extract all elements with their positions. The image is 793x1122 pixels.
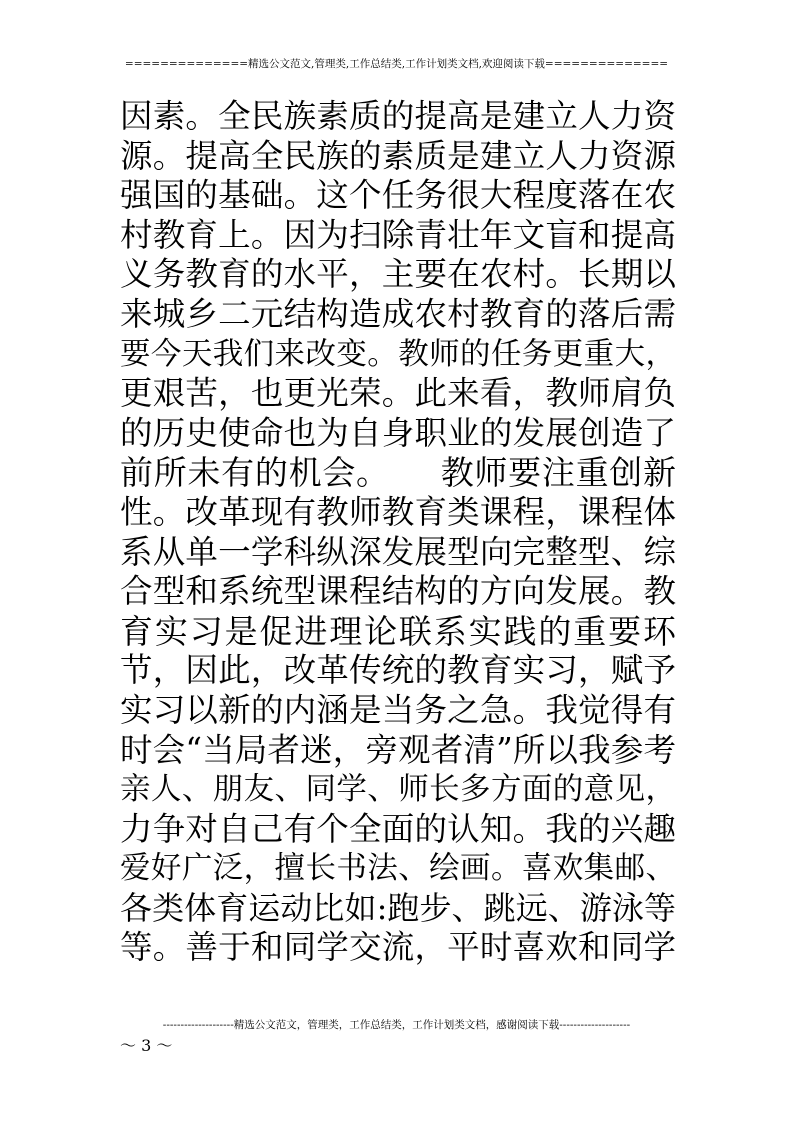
text-line: 源。提高全民族的素质是建立人力资源 xyxy=(120,136,676,175)
document-body xyxy=(120,97,676,968)
text-line: 等。善于和同学交流，平时喜欢和同学 xyxy=(120,928,676,967)
text-line: 实习以新的内涵是当务之急。我觉得有 xyxy=(120,690,676,729)
text-line: 育实习是促进理论联系实践的重要环 xyxy=(120,611,676,651)
page-footer: --------------------精选公文范文，管理类，工作总结类，工作计划类文档，感谢阅读下载-------------------- xyxy=(162,1019,631,1031)
text-line: 系从单一学科纵深发展型向完整型、综 xyxy=(120,532,676,571)
text-line: 的历史使命也为自身职业的发展创造了 xyxy=(120,413,676,452)
text-line: 时会“当局者迷，旁观者清”所以我参考 xyxy=(120,730,676,769)
text-line: 因素。全民族素质的提高是建立人力资 xyxy=(120,97,676,135)
text-line: 村教育上。因为扫除青壮年文盲和提高 xyxy=(120,215,676,254)
text-line: 爱好广泛，擅长书法、绘画。喜欢集邮、 xyxy=(120,851,676,887)
page-number: ～ 3 ～ xyxy=(120,1036,173,1055)
text-line: 前所未有的机会。 教师要注重创新 xyxy=(120,453,676,493)
text-line: 合型和系统型课程结构的方向发展。教 xyxy=(120,572,676,611)
text-line: 强国的基础。这个任务很大程度落在农 xyxy=(120,176,676,215)
text-line: 义务教育的水平，主要在农村。长期以 xyxy=(120,255,676,294)
text-line: 性。改革现有教师教育类课程，课程体 xyxy=(120,492,676,531)
text-line: 来城乡二元结构造成农村教育的落后需 xyxy=(120,294,676,333)
text-line: 亲人、朋友、同学、师长多方面的意见， xyxy=(120,772,676,808)
text-line: 力争对自己有个全面的认知。我的兴趣 xyxy=(120,809,676,848)
text-line: 节，因此，改革传统的教育实习，赋予 xyxy=(120,651,676,690)
text-line: 各类体育运动比如:跑步、跳远、游泳等 xyxy=(120,888,676,927)
text-line: 更艰苦，也更光荣。此来看，教师肩负 xyxy=(120,374,676,413)
text-line: 要今天我们来改变。教师的任务更重大， xyxy=(120,336,676,372)
page-header: ==============精选公文范文,管理类,工作总结类,工作计划类文档,欢迎阅读下载============== xyxy=(124,58,669,70)
